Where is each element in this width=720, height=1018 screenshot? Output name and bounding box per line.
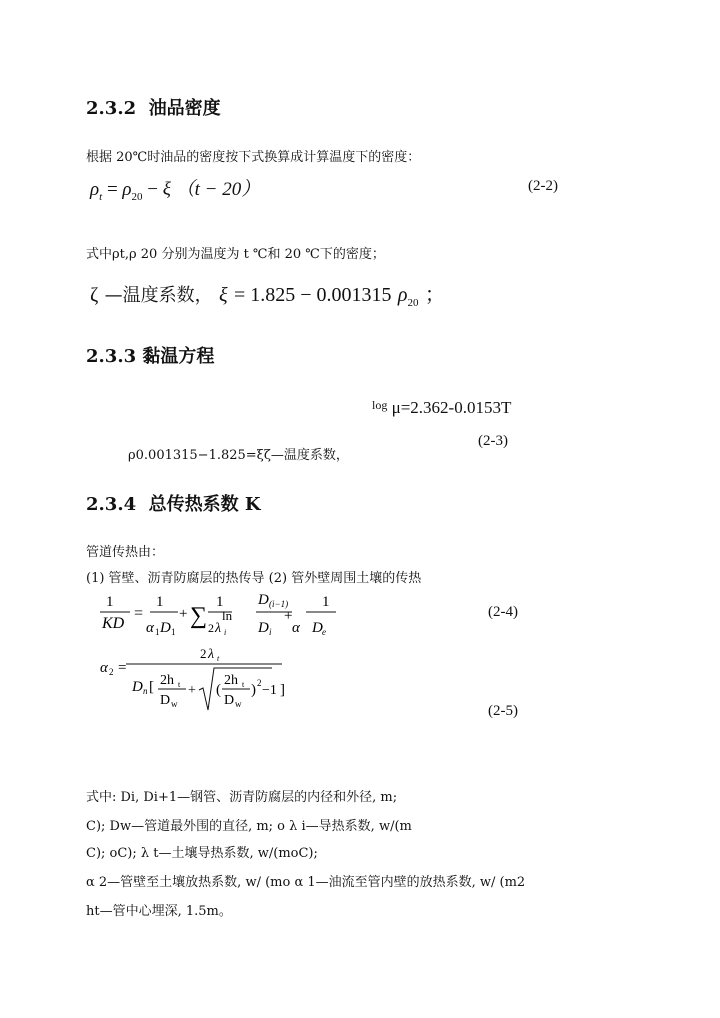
- section-number: 2.3.4: [86, 494, 137, 515]
- equation-2-5: [96, 642, 316, 718]
- note-line: α 2—管壁至土壤放热系数, w/ (mο α 1—油流至管内壁的放热系数, w/ (m2: [86, 875, 526, 890]
- garbled-line: ρ0.001315−1.825=ξζ—温度系数，: [128, 448, 349, 463]
- D-symbol: D: [132, 679, 143, 695]
- ln-text: ln: [222, 608, 233, 623]
- subscript: 1: [171, 627, 176, 637]
- rho-symbol: ρ: [122, 179, 132, 200]
- minus-sign: −: [147, 179, 158, 200]
- D-symbol: D: [258, 592, 269, 608]
- two-digit: 2: [200, 646, 207, 661]
- D-symbol: D: [312, 620, 323, 636]
- log-text: log: [372, 398, 388, 412]
- equation-2-3: [372, 398, 511, 418]
- equation-label-2-3: (2-3): [478, 433, 508, 449]
- numerator-one: 1: [106, 594, 114, 610]
- zeta-symbol: ζ: [90, 284, 99, 306]
- viscosity-formula: μ=2.362-0.0153T: [391, 398, 512, 417]
- subscript: e: [322, 627, 326, 637]
- equation-label-2-5: (2-5): [488, 703, 518, 719]
- numerator-one: 1: [156, 594, 164, 610]
- xi-symbol: ξ: [162, 179, 171, 200]
- sum-symbol: ∑: [190, 603, 208, 629]
- xi-formula: = 1.825 − 0.001315: [233, 284, 392, 306]
- plus-sign: +: [179, 606, 188, 622]
- numerator-one: 1: [322, 594, 330, 610]
- paragraph-density-definition: 式中ρt,ρ 20 分别为温度为 t ℃和 20 ℃下的密度；: [86, 247, 385, 262]
- subscript: n: [143, 686, 148, 696]
- subscript: 20: [407, 297, 419, 309]
- semicolon: ；: [424, 284, 445, 306]
- section-number: 2.3.2: [86, 98, 137, 119]
- note-line: C); Dw—管道最外围的直径, m; ο λ i—导热系数, w/(m: [86, 819, 412, 834]
- lambda-symbol: λ: [208, 647, 215, 662]
- note-line: C); οC); λ t—土壤导热系数, w/(mοC);: [86, 846, 318, 861]
- equation-2-2: [90, 174, 260, 203]
- right-bracket: ]: [280, 682, 285, 698]
- note-line: ht—管中心埋深, 1.5m。: [86, 904, 232, 919]
- subscript: w: [235, 699, 242, 709]
- subscript: t: [99, 190, 103, 203]
- note-line: 式中: Di, Di+1—钢管、沥青防腐层的内径和外径, m;: [86, 790, 398, 805]
- section-title: 总传热系数 K: [148, 494, 261, 515]
- equation-label-2-4: (2-4): [488, 604, 518, 620]
- lambda-symbol: λ: [215, 621, 222, 636]
- minus-one: −1: [262, 683, 277, 698]
- rho-symbol: ρ: [90, 179, 100, 200]
- subscript: 1: [155, 627, 160, 637]
- subscript: w: [171, 699, 178, 709]
- equals-sign: =: [118, 660, 127, 676]
- left-bracket: [: [149, 679, 154, 695]
- frac-numerator: 2h: [224, 673, 238, 688]
- right-paren: ): [251, 682, 256, 698]
- equation-2-4: [96, 590, 376, 642]
- equation-label-2-2: (2-2): [528, 178, 558, 194]
- paragraph-heat-transfer-intro: 管道传热由：: [86, 545, 165, 560]
- section-heading-2-3-2: [86, 94, 221, 120]
- alpha-symbol: α: [292, 620, 300, 636]
- section-heading-2-3-3: 2.3.3 黏温方程: [86, 346, 215, 367]
- frac-denominator: D: [160, 693, 171, 708]
- subscript: 20: [131, 190, 143, 203]
- zeta-definition: [90, 278, 445, 309]
- subscript: t: [178, 680, 181, 689]
- KD-symbol: KD: [102, 615, 125, 632]
- frac-numerator: 2h: [160, 673, 174, 688]
- D-symbol: D: [160, 620, 171, 636]
- plus-sign: +: [188, 683, 196, 698]
- parenthesized-term: （t − 20）: [175, 179, 261, 200]
- D-symbol: D: [258, 620, 269, 636]
- subscript: t: [217, 654, 220, 663]
- rho-symbol: ρ: [397, 284, 408, 306]
- equals-sign: =: [134, 605, 144, 622]
- equals-sign: =: [106, 179, 118, 200]
- subscript: t: [242, 680, 245, 689]
- alpha-symbol: α: [100, 660, 108, 676]
- frac-denominator: D: [224, 693, 235, 708]
- numerator-one: 1: [216, 594, 224, 610]
- zeta-description: —温度系数，: [104, 285, 213, 306]
- xi-symbol: ξ: [219, 284, 228, 306]
- paragraph-density-intro: 根据 20℃时油品的密度按下式换算成计算温度下的密度：: [86, 150, 421, 165]
- plus-sign: +: [284, 608, 293, 624]
- paragraph-heat-transfer-modes: (1) 管壁、沥青防腐层的热传导 (2) 管外壁周围土壤的传热: [86, 571, 422, 586]
- left-paren: (: [216, 682, 221, 698]
- alpha-symbol: α: [146, 620, 154, 636]
- two-digit: 2: [208, 621, 214, 635]
- subscript: i: [224, 628, 227, 637]
- subscript: i: [269, 627, 272, 637]
- square-exponent: 2: [257, 678, 262, 688]
- section-title: 油品密度: [148, 98, 221, 119]
- section-heading-2-3-4: [86, 490, 261, 516]
- subscript: 2: [109, 667, 114, 677]
- subscript: (i−1): [269, 599, 289, 609]
